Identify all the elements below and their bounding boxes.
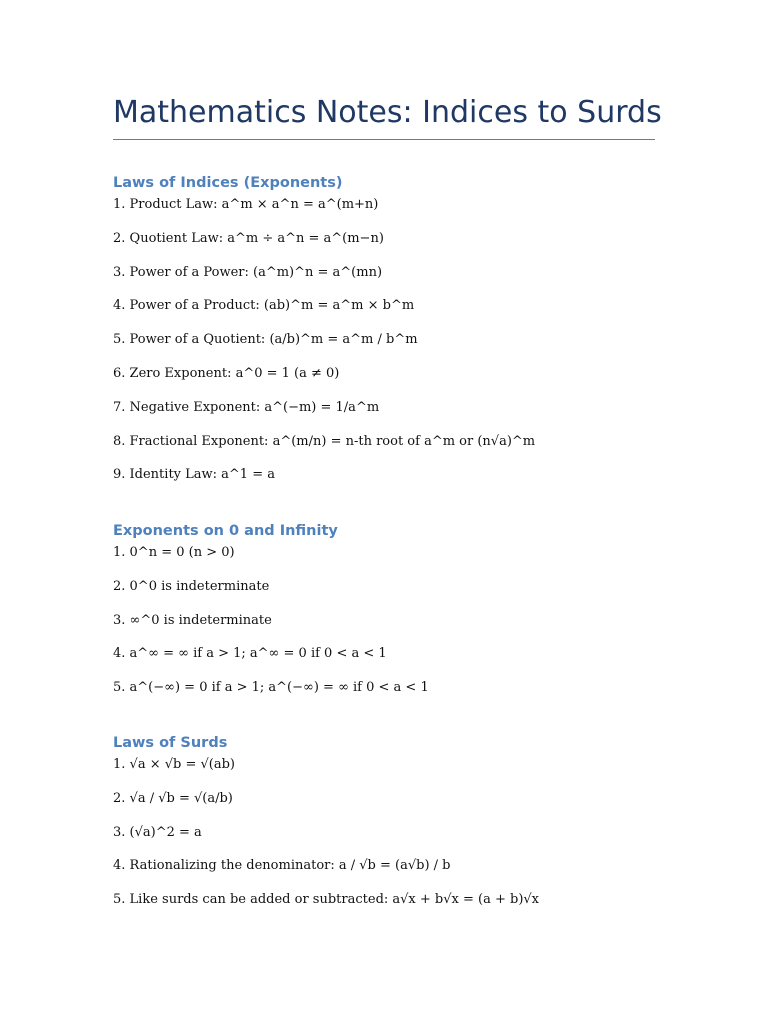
rule-item: 3. ∞^0 is indeterminate — [113, 612, 272, 628]
section-heading: Exponents on 0 and Infinity — [113, 523, 338, 539]
rule-item: 2. 0^0 is indeterminate — [113, 578, 270, 594]
rule-list — [113, 194, 655, 498]
rule-item: 5. Like surds can be added or subtracted: a√x + b√x = (a + b)√x — [113, 892, 540, 908]
rule-item: 3. (√a)^2 = a — [113, 824, 202, 840]
rule-item: 5. Power of a Quotient: (a/b)^m = a^m / b^m — [113, 332, 418, 348]
rule-list — [113, 542, 655, 711]
rule-item: 6. Zero Exponent: a^0 = 1 (a ≠ 0) — [113, 365, 340, 381]
rule-item: 1. Product Law: a^m × a^n = a^(m+n) — [113, 197, 379, 212]
rule-item: 1. √a × √b = √(ab) — [113, 757, 235, 772]
rule-item: 5. a^(−∞) = 0 if a > 1; a^(−∞) = ∞ if 0 < a < 1 — [113, 680, 429, 696]
rule-item: 2. √a / √b = √(a/b) — [113, 790, 233, 806]
section-heading: Laws of Indices (Exponents) — [113, 175, 343, 191]
rule-item: 9. Identity Law: a^1 = a — [113, 467, 275, 483]
rule-item: 8. Fractional Exponent: a^(m/n) = n-th root of a^m or (n√a)^m — [113, 433, 536, 449]
section-heading: Laws of Surds — [113, 735, 228, 751]
section-exponents-zero-infinity — [113, 520, 655, 711]
rule-item: 3. Power of a Power: (a^m)^n = a^(mn) — [113, 264, 383, 280]
rule-item: 2. Quotient Law: a^m ÷ a^n = a^(m−n) — [113, 230, 384, 246]
rule-item: 4. Power of a Product: (ab)^m = a^m × b^m — [113, 298, 415, 314]
title-underline — [113, 139, 655, 140]
section-laws-of-surds — [113, 732, 655, 923]
rule-item: 4. a^∞ = ∞ if a > 1; a^∞ = 0 if 0 < a < 1 — [113, 646, 387, 662]
rule-item: 7. Negative Exponent: a^(−m) = 1/a^m — [113, 399, 380, 415]
document-title: Mathematics Notes: Indices to Surds — [113, 95, 662, 130]
rule-item: 1. 0^n = 0 (n > 0) — [113, 545, 235, 560]
rule-item: 4. Rationalizing the denominator: a / √b = (a√b) / b — [113, 858, 451, 874]
rule-list — [113, 754, 655, 923]
section-laws-of-indices — [113, 172, 655, 498]
